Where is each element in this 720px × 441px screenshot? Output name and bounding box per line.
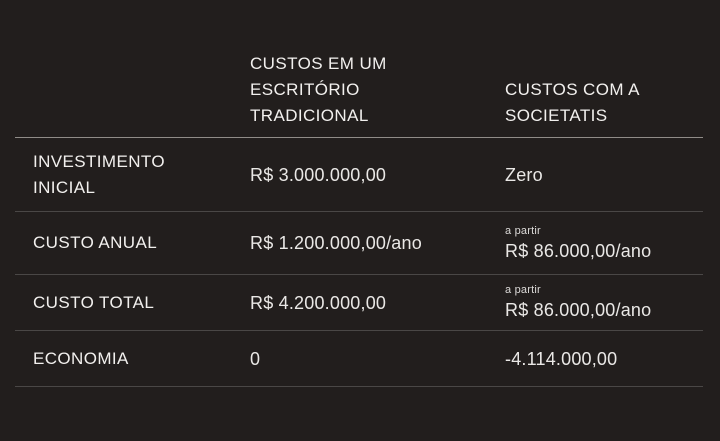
row-label-cell (15, 290, 250, 316)
column-header-societatis (505, 77, 703, 137)
table-header-row (15, 0, 703, 138)
societatis-value: R$ 86.000,00/ano (505, 240, 652, 261)
traditional-value: R$ 1.200.000,00/ano (250, 233, 422, 253)
cell-traditional (250, 163, 505, 187)
column-header-societatis-label: CUSTOS COM A SOCIETATIS (505, 80, 639, 125)
row-label: ECONOMIA (33, 348, 129, 368)
cell-societatis (505, 283, 703, 322)
cell-societatis (505, 163, 703, 187)
cost-comparison-table (15, 0, 703, 387)
societatis-note: a partir (505, 224, 541, 237)
table-row-custo-anual (15, 212, 703, 275)
column-header-traditional (250, 51, 505, 137)
cell-societatis (505, 224, 703, 263)
row-label: CUSTO TOTAL (33, 292, 155, 312)
row-label: INVESTIMENTO INICIAL (33, 151, 166, 197)
cell-societatis (505, 347, 703, 371)
societatis-note: a partir (505, 284, 541, 296)
cell-traditional (250, 347, 505, 371)
table-row-investimento-inicial (15, 138, 703, 212)
cell-traditional (250, 291, 505, 315)
traditional-value: R$ 3.000.000,00 (250, 164, 387, 185)
societatis-value: -4.114.000,00 (505, 348, 618, 369)
traditional-value: R$ 4.200.000,00 (250, 292, 387, 313)
societatis-value: Zero (505, 164, 543, 185)
societatis-value: R$ 86.000,00/ano (505, 300, 652, 320)
row-label-cell (15, 346, 250, 372)
row-label: CUSTO ANUAL (33, 233, 158, 252)
cell-traditional (250, 231, 505, 255)
traditional-value: 0 (250, 348, 261, 369)
table-row-economia (15, 331, 703, 387)
row-label-cell (15, 149, 250, 201)
table-row-custo-total (15, 275, 703, 331)
row-label-cell (15, 230, 250, 256)
column-header-traditional-label: CUSTOS EM UM ESCRITÓRIO TRADICIONAL (250, 54, 387, 125)
